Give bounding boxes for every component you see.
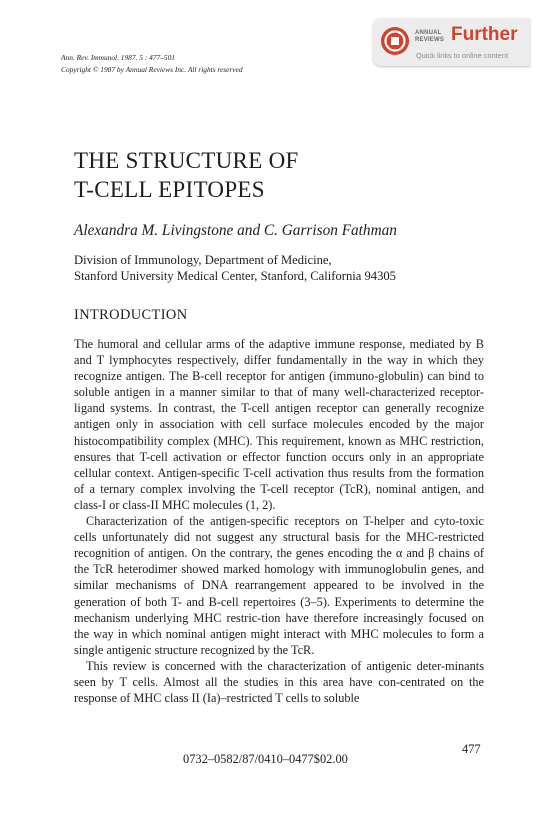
body-text xyxy=(74,336,484,706)
paragraph: Characterization of the antigen-specific receptors on T-helper and cyto-toxic cells unfortunately did not suggest any structural basis for the MHC-restricted recognition of antigen. On the contrary, the genes encoding the α and β chains of the TcR heterodimer showed marked homology with immunoglobulin genes, and similar mechanisms of DNA rearrangement appeared to be involved in the generation of both T- and B-cell repertoires (3–5). Experiments to determine the mechanism underlying MHC restric-tion have therefore increasingly focused on the way in which nominal antigen might interact with MHC molecules to form a single antigenic structure recognized by the TcR. xyxy=(74,514,484,657)
further-wordmark: Further xyxy=(451,24,518,45)
affiliation: Division of Immunology, Department of Medicine, Stanford University Medical Center, Stanford, California 94305 xyxy=(74,253,396,283)
journal-citation: Ann. Rev. Immunol. 1987. 5 : 477–501 xyxy=(61,53,175,62)
article-title: THE STRUCTURE OF T-CELL EPITOPES xyxy=(74,148,299,202)
annual-reviews-further-badge[interactable] xyxy=(373,18,530,66)
author-list: Alexandra M. Livingstone and C. Garrison Fathman xyxy=(74,222,397,239)
running-header xyxy=(61,52,243,76)
quick-links-text: Quick links to online content xyxy=(416,51,509,60)
paragraph: This review is concerned with the characterization of antigenic deter-minants seen by T cells. Almost all the studies in this area have con-centrated on the response of MHC class II (Ia)–restricted T cells to soluble xyxy=(74,658,484,706)
page-number: 477 xyxy=(462,742,481,756)
further-logo-icon xyxy=(380,26,410,56)
paragraph: The humoral and cellular arms of the adaptive immune response, mediated by B and T lymphocytes respectively, differ fundamentally in the way in which they recognize antigen. The B-cell receptor for antigen (immuno-globulin) can bind to soluble antigen in a manner similar to that of many well-characterized receptor-ligand systems. In contrast, the T-cell antigen receptor can generally recognize antigen only in association with cell surface molecules encoded by the major histocompatibility complex (MHC). This requirement, known as MHC restriction, ensures that T-cell activation or effector function occurs only in an appropriate cellular context. Antigen-specific T-cell activation thus results from the formation of a ternary complex involving the T-cell receptor (TcR), nominal antigen, and class-I or class-II MHC molecules (1, 2). xyxy=(74,337,484,512)
copyright-notice: Copyright © 1987 by Annual Reviews Inc. All rights reserved xyxy=(61,65,243,74)
annual-reviews-label: ANNUAL REVIEWS xyxy=(415,30,445,43)
issn-price-line: 0732–0582/87/0410–0477$02.00 xyxy=(183,752,348,766)
section-heading: INTRODUCTION xyxy=(74,307,188,323)
